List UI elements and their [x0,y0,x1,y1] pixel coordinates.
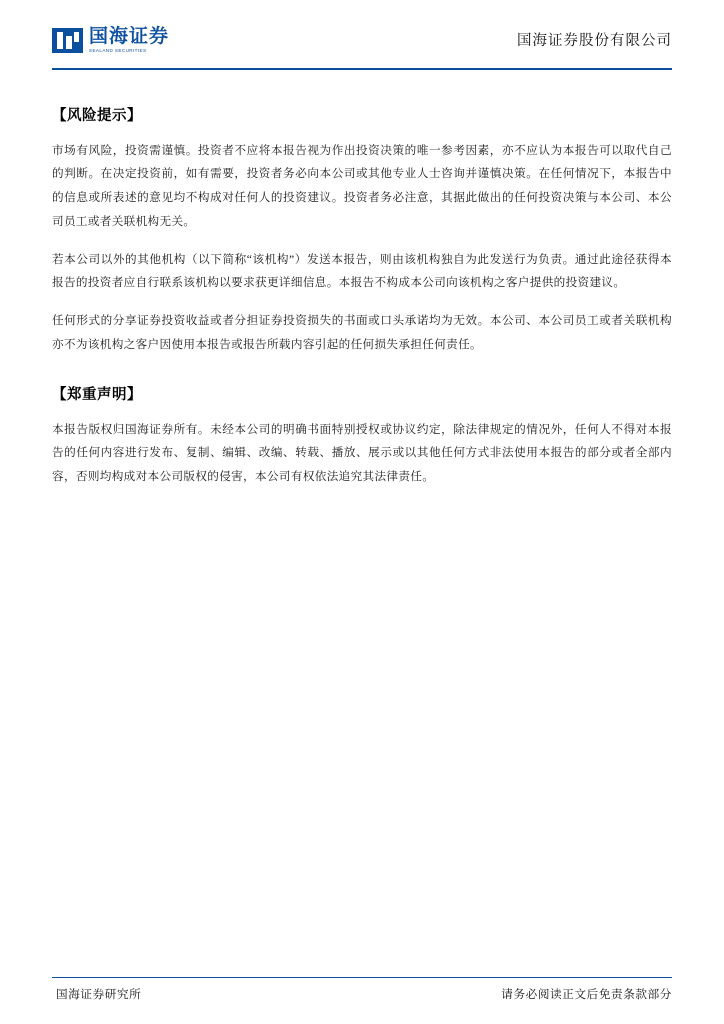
footer-divider [52,977,672,978]
risk-paragraph-3: 任何形式的分享证券投资收益或者分担证券投资损失的书面或口头承诺均为无效。本公司、本公司员工或者关联机构亦不为该机构之客户因使用本报告或报告所载内容引起的任何损失承担任何责任。 [52,314,672,351]
header-company-name: 国海证券股份有限公司 [517,32,672,49]
page-footer [52,977,672,1002]
statement-paragraph-1: 本报告版权归国海证券所有。未经本公司的明确书面特别授权或协议约定，除法律规定的情况外，任何人不得对本报告的任何内容进行发布、复制、编辑、改编、转载、播放、展示或以其他任何方式非法使用本报告的部分或者全部内容，否则均构成对本公司版权的侵害，本公司有权依法追究其法律责任。 [52,422,672,484]
risk-paragraph-1: 市场有风险，投资需谨慎。投资者不应将本报告视为作出投资决策的唯一参考因素，亦不应认为本报告可以取代自己的判断。在决定投资前，如有需要，投资者务必向本公司或其他专业人士咨询并谨慎决策。在任何情况下，本报告中的信息或所表述的意见均不构成对任何人的投资建议。投资者务必注意，其据此做出的任何投资决策与本公司、本公司员工或者关联机构无关。 [52,143,672,228]
section-title-risk: 【风险提示】 [52,107,142,124]
footer-institute: 国海证券研究所 [56,988,142,1001]
company-logo [52,27,169,54]
logo-text [89,27,169,54]
logo-name-en: SEALAND SECURITIES [89,47,147,53]
logo-mark-icon [52,28,83,53]
footer-disclaimer: 请务必阅读正文后免责条款部分 [501,988,672,1001]
page-header [52,0,672,62]
footer-row [52,986,672,1002]
section-title-statement: 【郑重声明】 [52,386,142,403]
document-content [52,70,672,489]
logo-name-cn: 国海证券 [89,25,170,47]
risk-paragraph-2: 若本公司以外的其他机构（以下简称“该机构”）发送本报告，则由该机构独自为此发送行为负责。通过此途径获得本报告的投资者应自行联系该机构以要求获更详细信息。本报告不构成本公司向该机构之客户提供的投资建议。 [52,252,672,290]
